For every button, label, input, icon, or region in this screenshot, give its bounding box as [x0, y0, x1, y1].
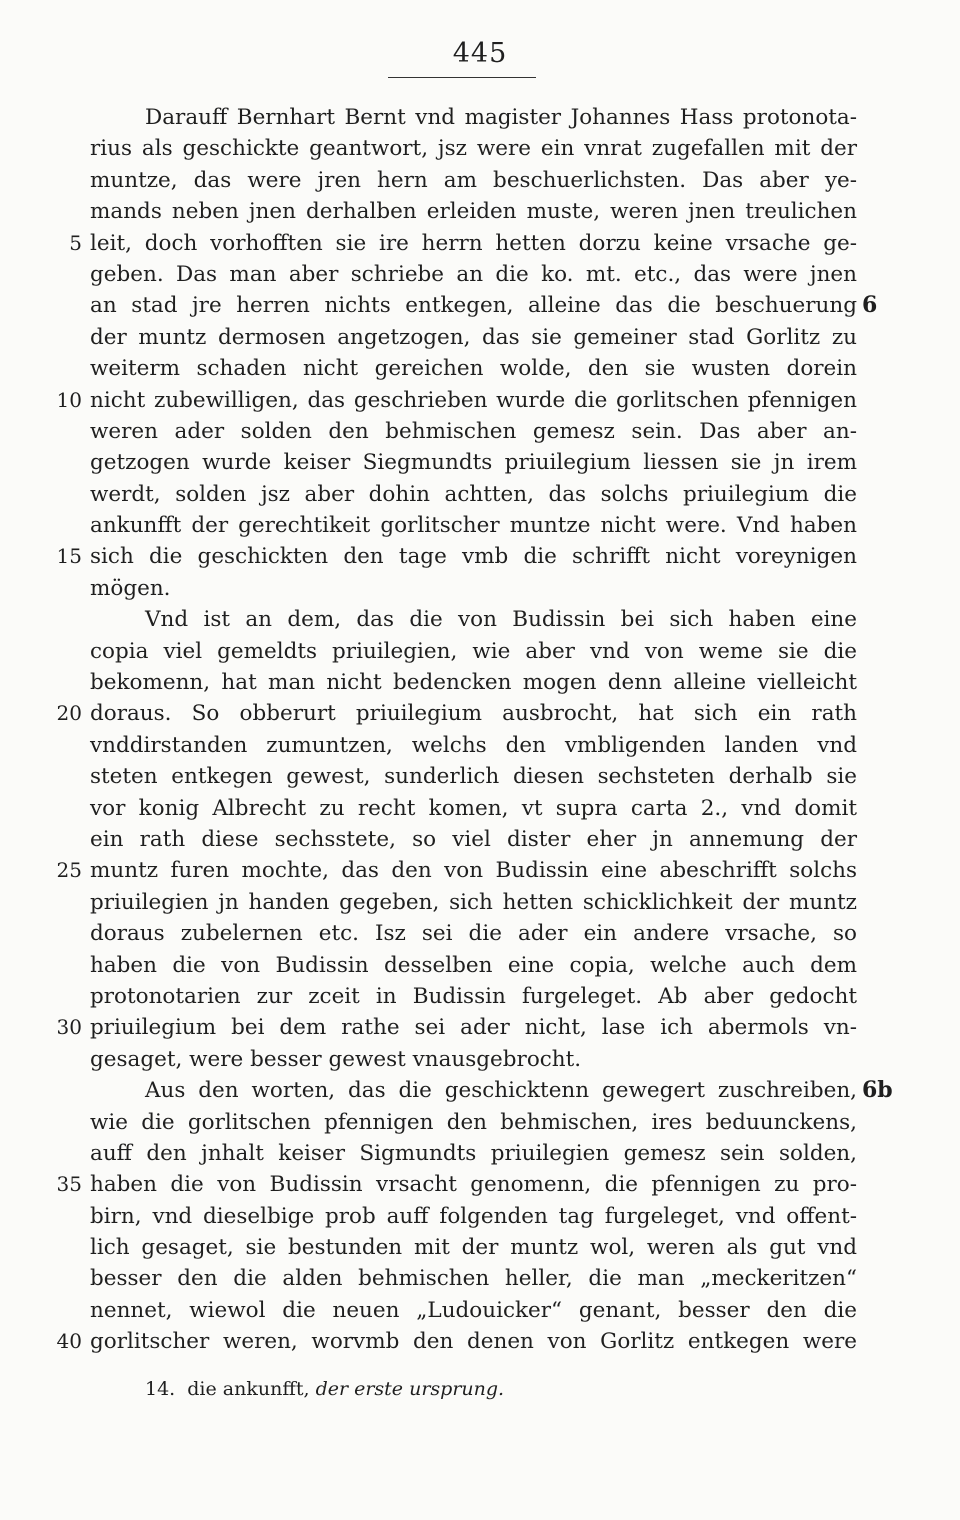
text-line [0, 667, 960, 698]
line-text: steten entkegen gewest, sunderlich diesen sechsteten derhalb sie [90, 764, 857, 790]
text-line [0, 447, 960, 478]
line-text: priuilegien jn handen gegeben, sich hetten schicklichkeit der muntz [90, 889, 857, 915]
footnote-gloss: der erste ursprung. [315, 1378, 505, 1400]
line-text: muntz furen mochte, das den von Budissin eine abeschrifft solchs [90, 858, 857, 884]
text-line [0, 510, 960, 541]
text-line [0, 290, 960, 321]
line-text: mands neben jnen derhalben erleiden muste, weren jnen treulichen [90, 199, 857, 225]
text-line [0, 918, 960, 949]
line-text: getzogen wurde keiser Siegmundts priuilegium liessen sie jn irem [90, 450, 857, 476]
text-line [0, 479, 960, 510]
text-line [0, 950, 960, 981]
line-text: sich die geschickten den tage vmb die schrifft nicht voreynigen [90, 544, 857, 570]
line-text: ein rath diese sechsstete, so viel dister eher jn annemung der [90, 826, 857, 852]
text-line [0, 1326, 960, 1357]
text-line [0, 322, 960, 353]
line-text: lich gesaget, sie bestunden mit der muntz wol, weren als gut vnd [90, 1235, 857, 1261]
header-rule [388, 77, 536, 78]
text-line [0, 416, 960, 447]
line-text: Darauff Bernhart Bernt vnd magister Johannes Hass protonota- [145, 105, 857, 130]
text-line [0, 698, 960, 729]
line-number: 25 [56, 858, 82, 883]
text-line [0, 1107, 960, 1138]
line-number: 35 [56, 1172, 82, 1197]
text-line [0, 1201, 960, 1232]
line-text: auff den jnhalt keiser Sigmundts priuilegien gemesz sein solden, [90, 1140, 857, 1166]
line-text: Aus den worten, das die geschicktenn gewegert zuschreiben, [145, 1078, 857, 1104]
line-number: 20 [56, 701, 82, 726]
line-text: haben die von Budissin desselben eine copia, welche auch dem [90, 952, 857, 978]
margin-folio-note: 6b [862, 1077, 893, 1104]
text-line [0, 1012, 960, 1043]
text-line [0, 1295, 960, 1326]
line-text: weren ader solden den behmischen gemesz sein. Das aber an- [90, 418, 857, 444]
text-line [0, 604, 960, 635]
margin-folio-note: 6 [862, 292, 878, 319]
line-number: 5 [69, 230, 82, 255]
line-text: gesaget, were besser gewest vnausgebrocht. [90, 1046, 582, 1072]
text-line [0, 1263, 960, 1294]
line-number: 10 [56, 387, 82, 412]
body-text [0, 102, 960, 1358]
text-line [0, 1044, 960, 1075]
text-line [0, 981, 960, 1012]
line-text: gorlitscher weren, worvmb den denen von Gorlitz entkegen were [90, 1329, 857, 1355]
line-number: 30 [56, 1015, 82, 1040]
footnote [145, 1378, 504, 1400]
text-line [0, 855, 960, 886]
line-text: vnddirstanden zumuntzen, welchs den vmbligenden landen vnd [90, 732, 857, 758]
text-line [0, 165, 960, 196]
line-text: vor konig Albrecht zu recht komen, vt supra carta 2., vnd domit [90, 795, 857, 821]
line-text: doraus zubelernen etc. Isz sei die ader ein andere vrsache, so [90, 921, 857, 947]
line-text: doraus. So obberurt priuilegium ausbrocht, hat sich ein rath [90, 701, 857, 727]
line-text: besser den die alden behmischen heller, die man „meckeritzen“ [90, 1266, 857, 1292]
line-text: an stad jre herren nichts entkegen, alleine das die beschuerung [90, 293, 857, 319]
footnote-text: die ankunfft, [187, 1378, 310, 1400]
line-text: der muntz dermosen angetzogen, das sie gemeiner stad Gorlitz zu [90, 324, 857, 350]
text-line [0, 102, 960, 133]
line-text: nennet, wiewol die neuen „Ludouicker“ genant, besser den die [90, 1297, 857, 1323]
text-line [0, 1232, 960, 1263]
line-text: priuilegium bei dem rathe sei ader nicht, lase ich abermols vn- [90, 1015, 857, 1041]
line-text: ankunfft der gerechtikeit gorlitscher muntze nicht were. Vnd haben [90, 513, 857, 539]
line-number: 15 [56, 544, 82, 569]
text-line [0, 824, 960, 855]
line-text: nicht zubewilligen, das geschrieben wurde die gorlitschen pfennigen [90, 387, 857, 413]
text-line [0, 636, 960, 667]
text-line [0, 793, 960, 824]
text-line [0, 1169, 960, 1200]
footnote-number: 14. [145, 1378, 176, 1400]
text-line [0, 573, 960, 604]
line-text: protonotarien zur zceit in Budissin furgeleget. Ab aber gedocht [90, 983, 857, 1009]
line-number: 40 [56, 1329, 82, 1354]
line-text: Vnd ist an dem, das die von Budissin bei sich haben eine [145, 607, 857, 633]
line-text: mögen. [90, 575, 171, 601]
line-text: copia viel gemeldts priuilegien, wie aber vnd von weme sie die [90, 638, 857, 664]
line-text: rius als geschickte geantwort, jsz were ein vnrat zugefallen mit der [90, 136, 857, 162]
page-number: 445 [452, 38, 508, 69]
line-text: haben die von Budissin vrsacht genomenn, die pfennigen zu pro- [90, 1172, 857, 1198]
line-text: muntze, das were jren hern am beschuerlichsten. Das aber ye- [90, 167, 857, 193]
text-line [0, 228, 960, 259]
text-line [0, 133, 960, 164]
text-line [0, 1075, 960, 1106]
text-line [0, 730, 960, 761]
line-text: leit, doch vorhofften sie ire herrn hetten dorzu keine vrsache ge- [90, 230, 857, 256]
line-text: werdt, solden jsz aber dohin achtten, das solchs priuilegium die [90, 481, 857, 507]
line-text: birn, vnd dieselbige prob auff folgenden tag furgeleget, vnd offent- [90, 1203, 857, 1229]
line-text: wie die gorlitschen pfennigen den behmischen, ires beduunckens, [90, 1109, 857, 1135]
text-line [0, 196, 960, 227]
text-line [0, 353, 960, 384]
text-line [0, 259, 960, 290]
line-text: bekomenn, hat man nicht bedencken mogen denn alleine vielleicht [90, 670, 857, 696]
line-text: weiterm schaden nicht gereichen wolde, den sie wusten dorein [90, 356, 857, 382]
text-line [0, 385, 960, 416]
text-line [0, 1138, 960, 1169]
line-text: geben. Das man aber schriebe an die ko. mt. etc., das were jnen [90, 261, 857, 287]
text-line [0, 887, 960, 918]
text-line [0, 761, 960, 792]
text-line [0, 541, 960, 572]
